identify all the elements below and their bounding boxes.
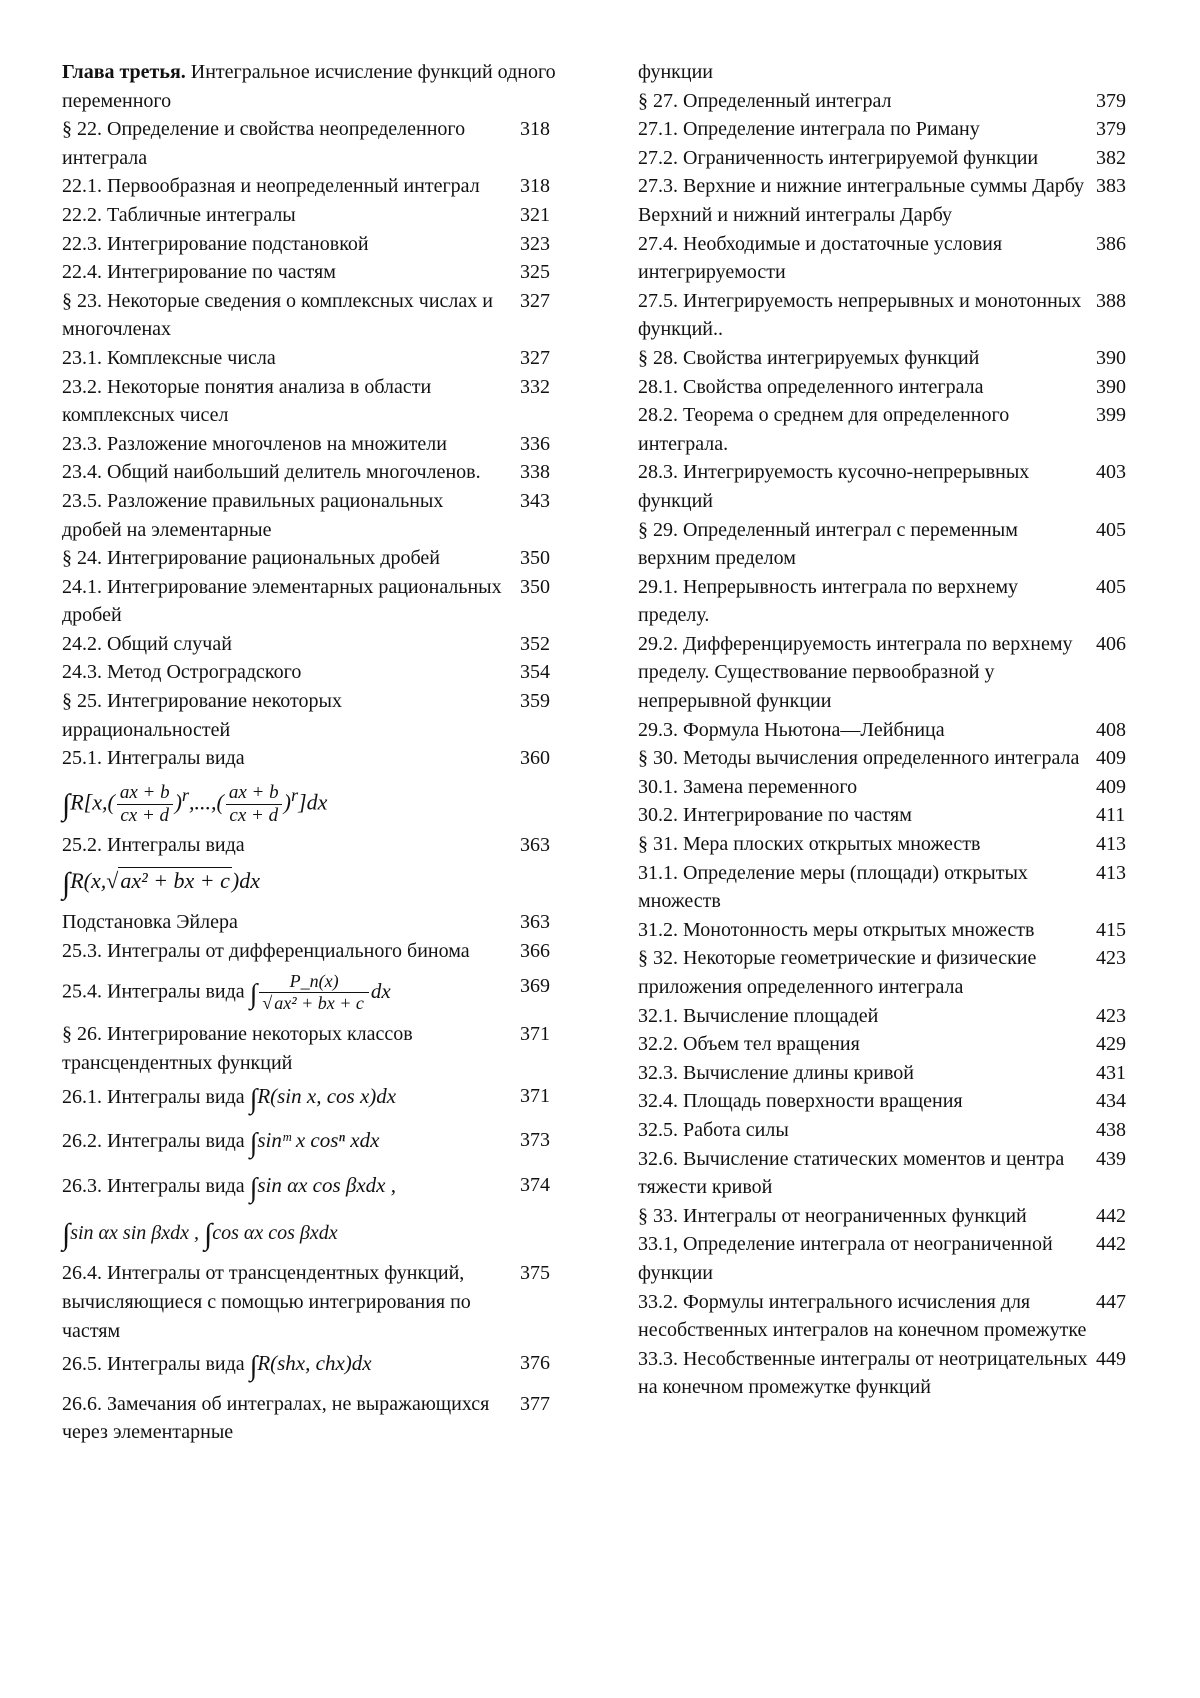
- toc-entry: [62, 287, 560, 344]
- toc-entry: [62, 1078, 560, 1123]
- toc-entry-title: 26.5. Интегралы вида: [62, 1353, 250, 1376]
- toc-entry: [638, 458, 1138, 515]
- chapter-label: Глава третья.: [62, 61, 186, 83]
- toc-entry: [62, 908, 560, 937]
- toc-entry: [62, 344, 560, 373]
- toc-entry-title: 32.5. Работа силы: [638, 1118, 789, 1141]
- toc-entry-title: 31.2. Монотонность меры открытых множеств: [638, 918, 1035, 941]
- formula-25-4: ∫ $\frac{P\_n(x)}{\text{√ ax² + bx + c}}$ dx: [249, 971, 391, 1014]
- toc-entry: [638, 573, 1138, 630]
- toc-entry-title: 22.2. Табличные интегралы: [62, 203, 296, 226]
- toc-entry-page: 327: [520, 289, 550, 312]
- toc-entry-title: 22.1. Первообразная и неопределенный интеграл: [62, 175, 480, 198]
- toc-entry: [62, 487, 560, 544]
- toc-entry: [62, 937, 560, 966]
- formula-26-1: ∫R(sin x, cos x)dx: [249, 1083, 397, 1115]
- toc-entry: [638, 58, 1138, 87]
- toc-entry-title: 26.1. Интегралы вида: [62, 1085, 250, 1108]
- toc-entry-page: 415: [1096, 918, 1126, 941]
- toc-entry-title: 27.4. Необходимые и достаточные условия интегрируемости: [638, 232, 1003, 284]
- toc-entry: [638, 1002, 1138, 1031]
- toc-entry-title: § 27. Определенный интеграл: [638, 89, 892, 112]
- toc-entry-page: 325: [520, 261, 550, 284]
- toc-entry-title: 23.3. Разложение многочленов на множители: [62, 432, 447, 455]
- toc-entry-page: 327: [520, 346, 550, 369]
- toc-entry: [638, 344, 1138, 373]
- toc-entry: [638, 1145, 1138, 1202]
- toc-entry: [638, 1059, 1138, 1088]
- toc-entry: [638, 516, 1138, 573]
- toc-entry-page: 343: [520, 489, 550, 512]
- toc-entry-title: 24.3. Метод Остроградского: [62, 661, 302, 684]
- toc-entry-page: 376: [520, 1352, 550, 1375]
- toc-entry: [638, 373, 1138, 402]
- toc-entry-title: § 31. Мера плоских открытых множеств: [638, 833, 981, 856]
- toc-entry-page: 409: [1096, 747, 1126, 770]
- toc-entry-page: 369: [520, 975, 550, 998]
- toc-entry-title: 26.6. Замечания об интегралах, не выражающихся через элементарные: [62, 1392, 490, 1444]
- toc-entry-page: 442: [1096, 1233, 1126, 1256]
- toc-entry-page: 434: [1096, 1090, 1126, 1113]
- toc-entry: [638, 1087, 1138, 1116]
- toc-entry-title: 29.3. Формула Ньютона—Лейбница: [638, 718, 945, 741]
- toc-entry-title: 33.1, Определение интеграла от неограниченной функции: [638, 1233, 1053, 1284]
- toc-entry-page: 373: [520, 1129, 550, 1152]
- toc-entry-title: Подстановка Эйлера: [62, 911, 238, 934]
- toc-entry: [62, 115, 560, 172]
- toc-entry-page: 408: [1096, 718, 1126, 741]
- toc-entry-title: 24.1. Интегрирование элементарных рациональных дробей: [62, 575, 502, 627]
- toc-entry: [62, 1390, 560, 1447]
- toc-entry: [62, 258, 560, 287]
- toc-entry: [638, 916, 1138, 945]
- toc-entry-title: функции: [638, 61, 713, 83]
- toc-entry-page: 354: [520, 661, 550, 684]
- toc-entry: [638, 401, 1138, 458]
- toc-entry-page: 363: [520, 911, 550, 934]
- toc-entry-title: 29.2. Дифференцируемость интеграла по верхнему пределу. Существование первообразной у непрерывной функции: [638, 632, 1073, 713]
- toc-entry-page: 336: [520, 432, 550, 455]
- chapter-title: Интегральное исчисление функций одного переменного: [62, 61, 556, 112]
- toc-entry: [62, 744, 560, 773]
- toc-entry-page: 382: [1096, 146, 1126, 169]
- toc-entry-title: 25.4. Интегралы вида: [62, 980, 250, 1003]
- toc-entry-page: 442: [1096, 1204, 1126, 1227]
- toc-entry-page: 350: [520, 547, 550, 570]
- toc-entry-title: 32.6. Вычисление статических моментов и центра тяжести кривой: [638, 1147, 1065, 1199]
- toc-entry-title: § 32. Некоторые геометрические и физические приложения определенного интеграла: [638, 947, 1037, 998]
- toc-entry: [62, 630, 560, 659]
- toc-entry-title: 26.4. Интегралы от трансцендентных функций, вычисляющиеся с помощью интегрирования по частям: [62, 1262, 471, 1342]
- toc-entry-title: 27.2. Ограниченность интегрируемой функции: [638, 146, 1039, 169]
- toc-entry-page: 405: [1096, 575, 1126, 598]
- toc-entry-title: 25.3. Интегралы от дифференциального бинома: [62, 939, 470, 962]
- toc-entry-page: 438: [1096, 1118, 1126, 1141]
- toc-entry: [638, 287, 1138, 344]
- toc-entry-page: 390: [1096, 375, 1126, 398]
- toc-left-column: [62, 58, 560, 1447]
- toc-entry: [62, 230, 560, 259]
- toc-entry-title: 27.3. Верхние и нижние интегральные суммы Дарбу Верхний и нижний интегралы Дарбу: [638, 175, 1085, 226]
- toc-entry-title: § 25. Интегрирование некоторых иррациональностей: [62, 690, 342, 741]
- toc-entry: [62, 831, 560, 860]
- chapter-heading: [62, 58, 560, 115]
- toc-entry: [62, 430, 560, 459]
- toc-entry-page: 371: [520, 1023, 550, 1046]
- toc-entry-page: 360: [520, 747, 550, 770]
- toc-entry-page: 413: [1096, 833, 1126, 856]
- toc-entry-title: 28.1. Свойства определенного интеграла: [638, 375, 984, 398]
- toc-entry-title: 23.4. Общий наибольший делитель многочленов.: [62, 461, 481, 484]
- toc-entry-page: 390: [1096, 346, 1126, 369]
- toc-entry-title: 31.1. Определение меры (площади) открытых множеств: [638, 861, 1028, 913]
- toc-entry-page: 318: [520, 118, 550, 141]
- toc-entry: [638, 1345, 1138, 1402]
- toc-entry-page: 350: [520, 575, 550, 598]
- toc-entry-page: 321: [520, 203, 550, 226]
- toc-entry-title: § 24. Интегрирование рациональных дробей: [62, 547, 440, 570]
- toc-entry-page: 388: [1096, 289, 1126, 312]
- toc-entry: [638, 944, 1138, 1001]
- toc-entry-page: 366: [520, 939, 550, 962]
- toc-entry: [638, 716, 1138, 745]
- toc-entry-title: 22.3. Интегрирование подстановкой: [62, 232, 369, 255]
- toc-entry-title: 27.1. Определение интеграла по Риману: [638, 118, 980, 141]
- toc-entry: [638, 115, 1138, 144]
- toc-entry: [638, 1288, 1138, 1345]
- toc-entry-title: 22.4. Интегрирование по частям: [62, 261, 336, 284]
- toc-entry: [638, 1030, 1138, 1059]
- toc-entry-page: 405: [1096, 518, 1126, 541]
- toc-right-column: [638, 58, 1138, 1402]
- toc-entry-title: 29.1. Непрерывность интеграла по верхнему пределу.: [638, 575, 1018, 627]
- formula-26-2: ∫sinᵐ x cosⁿ xdx: [249, 1128, 380, 1160]
- formula-25-1: ∫R[x,( $\frac{ax + b}{cx + d}$ )$^r$,...,( $\frac{ax + b}{cx + d}$ )$^r$]dx: [62, 781, 328, 826]
- toc-entry-title: § 26. Интегрирование некоторых классов трансцендентных функций: [62, 1023, 413, 1074]
- toc-entry-title: 24.2. Общий случай: [62, 632, 232, 655]
- toc-entry-page: 377: [520, 1392, 550, 1415]
- toc-entry: [62, 1122, 560, 1167]
- toc-entry-page: 399: [1096, 404, 1126, 427]
- toc-entry: [62, 658, 560, 687]
- toc-entry: [62, 544, 560, 573]
- toc-entry: [62, 1167, 560, 1212]
- toc-entry-page: 439: [1096, 1147, 1126, 1170]
- toc-entry: [62, 1020, 560, 1077]
- toc-entry-title: 27.5. Интегрируемость непрерывных и монотонных функций..: [638, 289, 1082, 341]
- toc-entry-page: 406: [1096, 632, 1126, 655]
- toc-entry: [62, 458, 560, 487]
- toc-entry-page: 363: [520, 833, 550, 856]
- toc-entry-page: 409: [1096, 775, 1126, 798]
- toc-entry-title: § 23. Некоторые сведения о комплексных числах и многочленах: [62, 289, 493, 341]
- toc-entry: [638, 830, 1138, 859]
- toc-entry-page: 338: [520, 461, 550, 484]
- toc-entry-page: 323: [520, 232, 550, 255]
- toc-entry-page: 371: [520, 1084, 550, 1107]
- toc-entry-title: 23.5. Разложение правильных рациональных дробей на элементарные: [62, 489, 444, 541]
- toc-entry-page: 429: [1096, 1033, 1126, 1056]
- toc-entry: [638, 1116, 1138, 1145]
- toc-entry-title: 33.2. Формулы интегрального исчисления для несобственных интегралов на конечном промежутке: [638, 1290, 1087, 1342]
- toc-entry-title: 30.1. Замена переменного: [638, 775, 858, 798]
- toc-entry: [62, 201, 560, 230]
- toc-entry-page: 374: [520, 1173, 550, 1196]
- toc-entry: [62, 373, 560, 430]
- toc-entry: [62, 687, 560, 744]
- toc-entry-page: 359: [520, 690, 550, 713]
- toc-entry-page: 379: [1096, 118, 1126, 141]
- formula-26-3a: ∫sin αx cos βxdx ,: [249, 1172, 397, 1204]
- toc-entry: [62, 172, 560, 201]
- toc-entry: [638, 87, 1138, 116]
- toc-entry-title: 33.3. Несобственные интегралы от неотрицательных на конечном промежутке функций: [638, 1347, 1088, 1399]
- toc-entry-page: 318: [520, 175, 550, 198]
- toc-entry-title: 26.3. Интегралы вида: [62, 1174, 250, 1197]
- toc-entry-title: 26.2. Интегралы вида: [62, 1130, 250, 1153]
- toc-entry: [638, 744, 1138, 773]
- toc-entry-title: 23.2. Некоторые понятия анализа в области комплексных чисел: [62, 375, 432, 427]
- toc-entry-page: 383: [1096, 175, 1126, 198]
- toc-entry: [638, 630, 1138, 716]
- toc-entry-title: § 33. Интегралы от неограниченных функций: [638, 1204, 1027, 1227]
- formula-26-5: ∫R(shx, chx)dx: [249, 1351, 372, 1383]
- toc-entry-title: 25.2. Интегралы вида: [62, 833, 245, 856]
- toc-entry: [62, 1259, 560, 1345]
- toc-entry-page: 375: [520, 1262, 550, 1285]
- toc-entry: [62, 573, 560, 630]
- toc-entry-title: 28.3. Интегрируемость кусочно-непрерывных функций: [638, 461, 1030, 512]
- toc-entry-page: 431: [1096, 1061, 1126, 1084]
- toc-entry: [638, 230, 1138, 287]
- toc-entry: [638, 1202, 1138, 1231]
- toc-entry-title: 25.1. Интегралы вида: [62, 747, 245, 770]
- toc-entry: [638, 144, 1138, 173]
- toc-entry-page: 413: [1096, 861, 1126, 884]
- toc-entry: [638, 801, 1138, 830]
- toc-entry-page: 449: [1096, 1347, 1126, 1370]
- toc-entry: [638, 859, 1138, 916]
- toc-entry-page: 386: [1096, 232, 1126, 255]
- toc-entry-title: 32.2. Объем тел вращения: [638, 1033, 860, 1056]
- toc-entry: [62, 1345, 560, 1390]
- formula-25-2: ∫R(x,√ax² + bx + c)dx: [62, 867, 261, 901]
- toc-entry-page: 423: [1096, 947, 1126, 970]
- toc-entry: [62, 965, 560, 1020]
- toc-entry-title: § 28. Свойства интегрируемых функций: [638, 346, 980, 369]
- formula-26-3b: ∫sin αx sin βxdx , ∫cos αx cos βxdx: [62, 1218, 338, 1252]
- toc-entry-page: 352: [520, 632, 550, 655]
- toc-entry-page: 379: [1096, 89, 1126, 112]
- toc-entry-title: § 29. Определенный интеграл с переменным верхним пределом: [638, 518, 1018, 570]
- toc-entry-page: 403: [1096, 461, 1126, 484]
- toc-entry: [638, 172, 1138, 229]
- toc-entry-page: 332: [520, 375, 550, 398]
- toc-entry: [638, 773, 1138, 802]
- toc-entry-title: 32.3. Вычисление длины кривой: [638, 1061, 914, 1084]
- toc-entry-title: 32.1. Вычисление площадей: [638, 1004, 879, 1027]
- toc-entry-page: 447: [1096, 1290, 1126, 1313]
- toc-entry-title: § 22. Определение и свойства неопределенного интеграла: [62, 118, 466, 169]
- toc-entry-page: 423: [1096, 1004, 1126, 1027]
- toc-entry-title: 23.1. Комплексные числа: [62, 346, 276, 369]
- toc-entry-page: 411: [1096, 804, 1126, 827]
- toc-entry: [638, 1230, 1138, 1287]
- toc-entry-title: 32.4. Площадь поверхности вращения: [638, 1090, 963, 1113]
- toc-entry-title: 28.2. Теорема о среднем для определенного интеграла.: [638, 404, 1010, 455]
- toc-entry-title: 30.2. Интегрирование по частям: [638, 804, 912, 827]
- toc-entry-title: § 30. Методы вычисления определенного интеграла: [638, 747, 1080, 770]
